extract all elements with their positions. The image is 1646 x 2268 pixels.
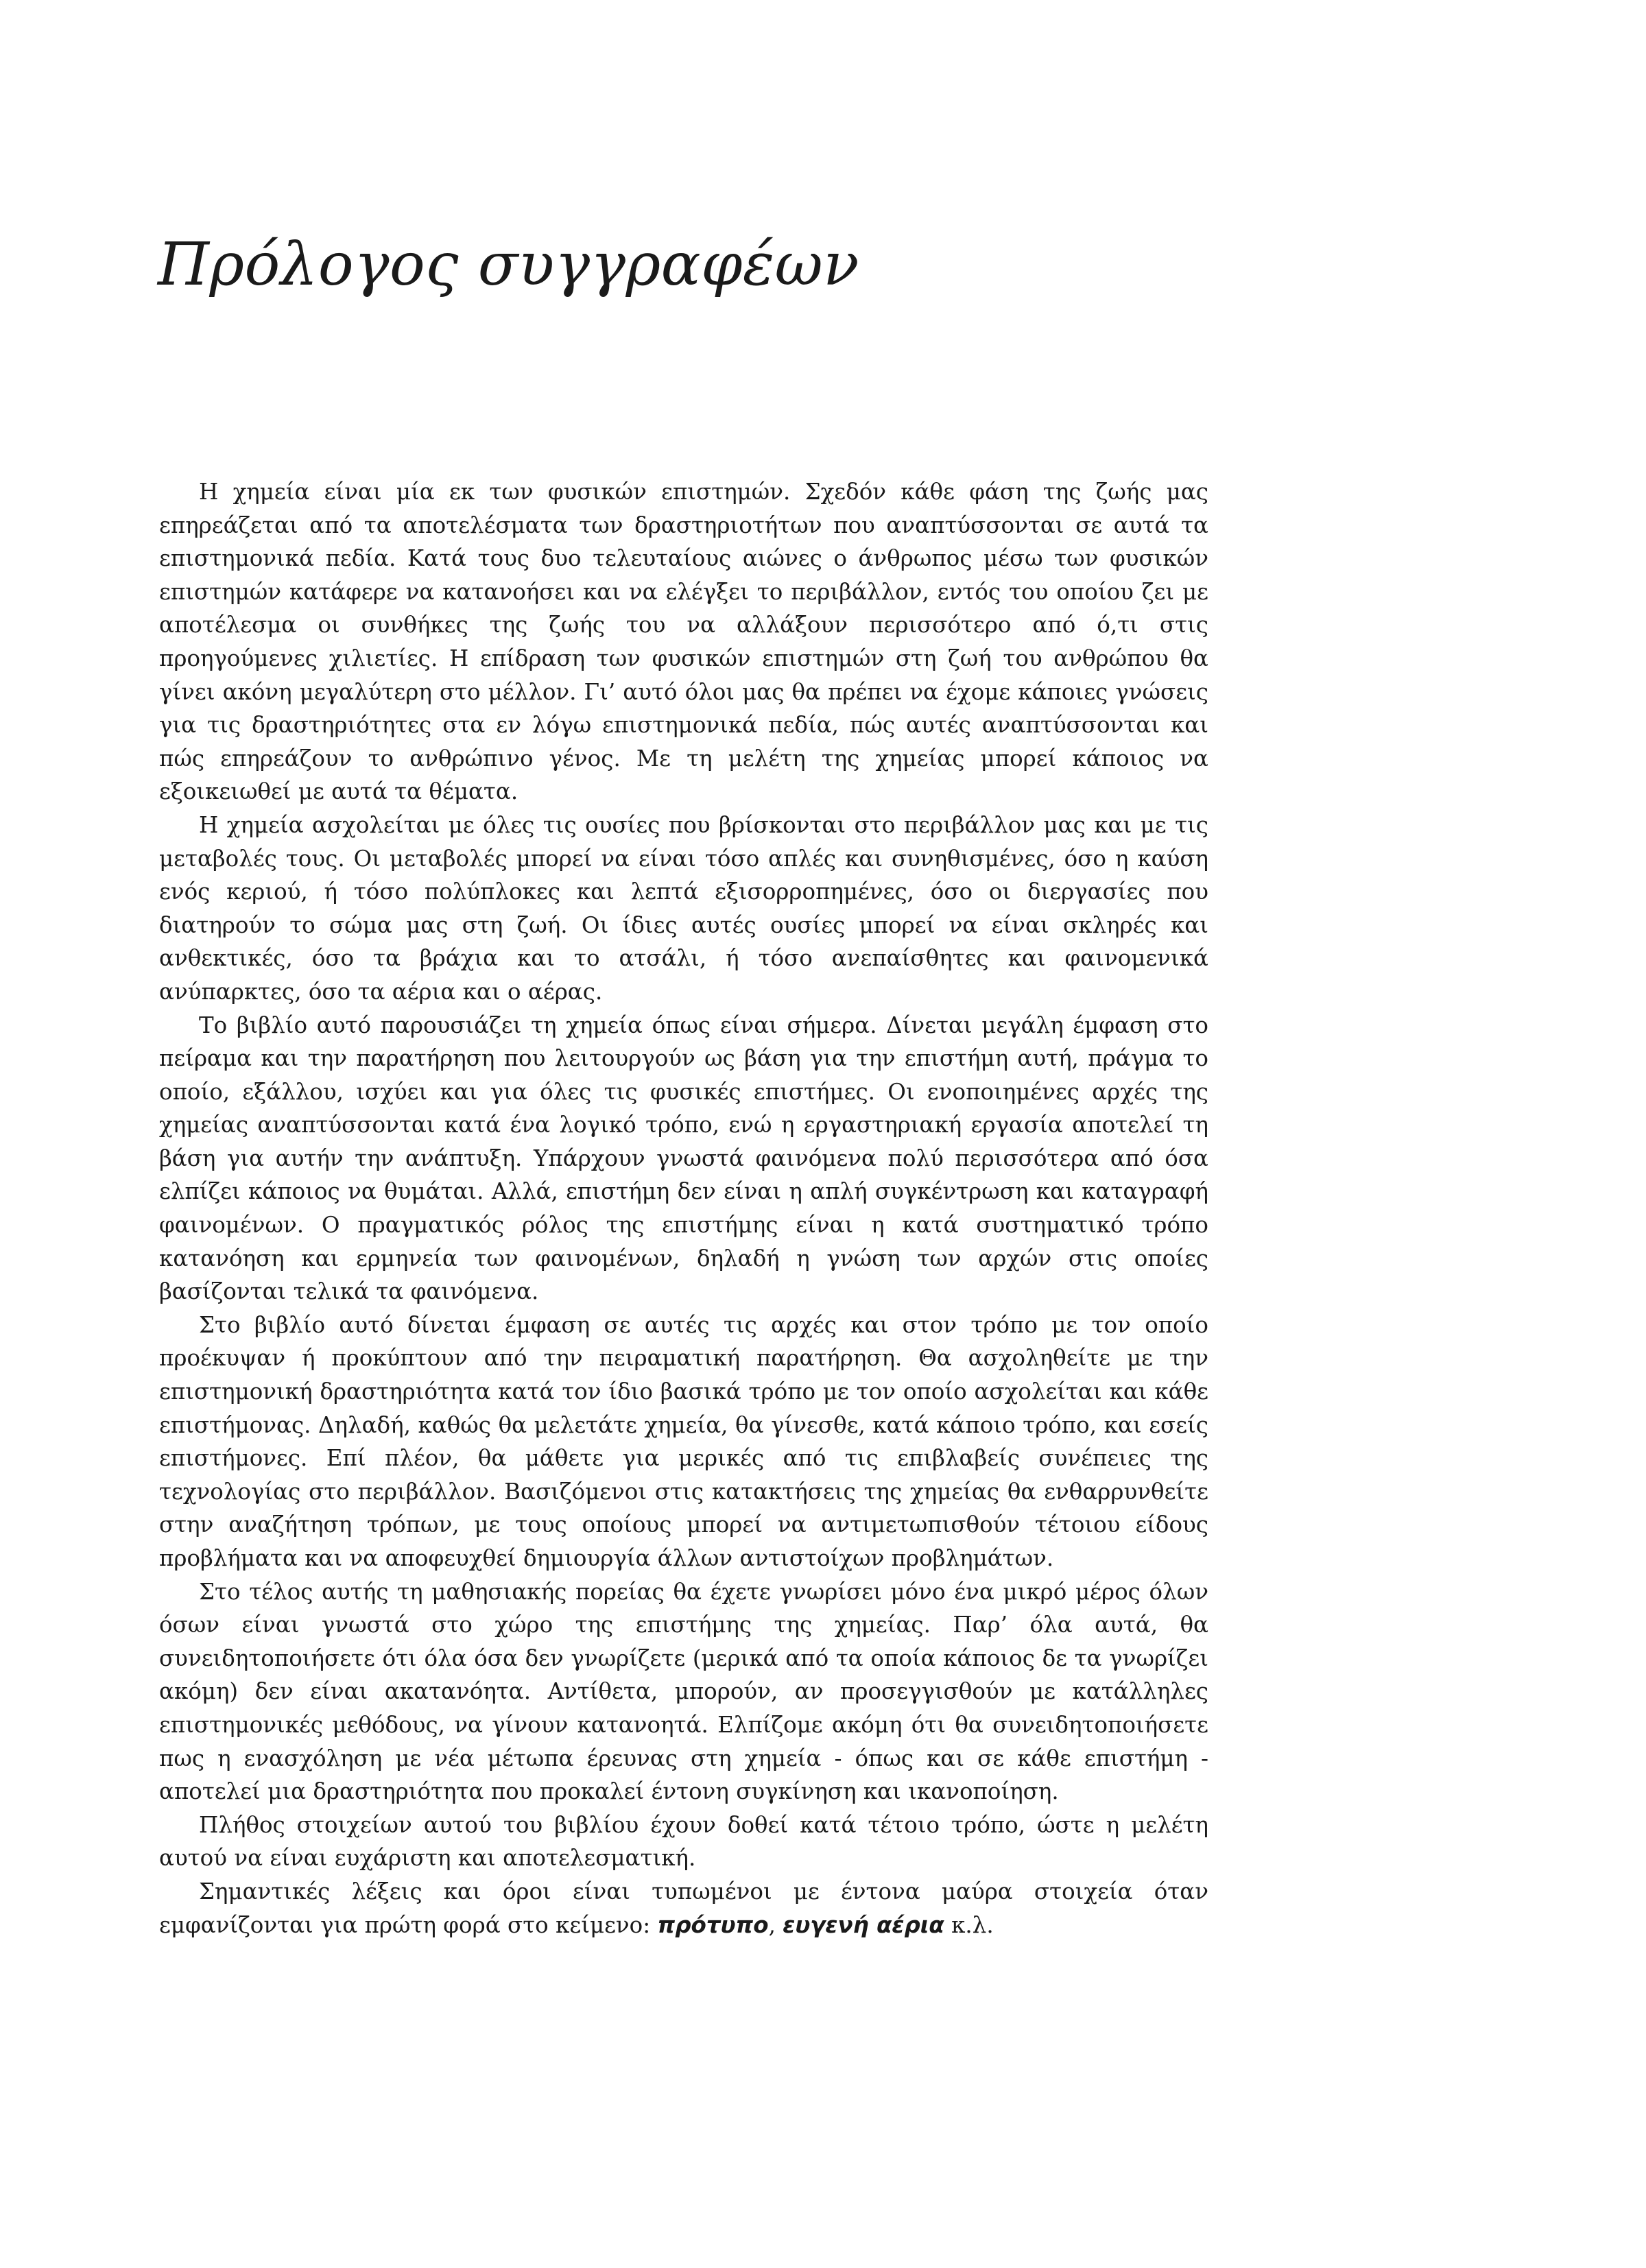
key-term: πρότυπο — [657, 1911, 769, 1938]
key-terms-intro: Σημαντικές λέξεις και όροι είναι τυπωμένοι με έντονα μαύρα στοιχεία όταν εμφανίζονται για πρώτη φορά στο κείμενο: — [159, 1878, 1208, 1938]
preface-body — [159, 475, 1208, 1942]
page-title: Πρόλογος συγγραφέων — [158, 230, 859, 299]
paragraph-key-terms — [159, 1875, 1208, 1942]
paragraph: Στο τέλος αυτής τη μαθησιακής πορείας θα έχετε γνωρίσει μόνο ένα μικρό μέρος όλων όσων είναι γνωστά στο χώρο της επιστήμης της χημείας. Παρ’ όλα αυτά, θα συνειδητοποιήσετε ότι όλα όσα δεν γνωρίζετε (μερικά από τα οποία κάποιος δε τα γνωρίζει ακόμη) δεν είναι ακατανόητα. Αντίθετα, μπορούν, αν προσεγγισθούν με κατάλληλες επιστημονικές μεθόδους, να γίνουν κατανοητά. Ελπίζομε ακόμη ότι θα συνειδητοποιήσετε πως η ενασχόληση με νέα μέτωπα έρευνας στη χημεία - όπως και σε κάθε επιστήμη - αποτελεί μια δραστηριότητα που προκαλεί έντονη συγκίνηση και ικανοποίηση. — [159, 1578, 1208, 1805]
key-terms-suffix: κ.λ. — [944, 1911, 994, 1938]
paragraph: Το βιβλίο αυτό παρουσιάζει τη χημεία όπως είναι σήμερα. Δίνεται μεγάλη έμφαση στο πείραμα και την παρατήρηση που λειτουργούν ως βάση για την επιστήμη αυτή, πράγμα το οποίο, εξάλλου, ισχύει και για όλες τις φυσικές επιστήμες. Οι ενοποιημένες αρχές της χημείας αναπτύσσονται κατά ένα λογικό τρόπο, ενώ η εργαστηριακή εργασία αποτελεί τη βάση για αυτήν την ανάπτυξη. Υπάρχουν γνωστά φαινόμενα πολύ περισσότερα από όσα ελπίζει κάποιος να θυμάται. Αλλά, επιστήμη δεν είναι η απλή συγκέντρωση και καταγραφή φαινομένων. Ο πραγματικός ρόλος της επιστήμης είναι η κατά συστηματικό τρόπο κατανόηση και ερμηνεία των φαινομένων, δηλαδή η γνώση των αρχών στις οποίες βασίζονται τελικά τα φαινόμενα. — [159, 1012, 1208, 1305]
paragraph: Η χημεία είναι μία εκ των φυσικών επιστημών. Σχεδόν κάθε φάση της ζωής μας επηρεάζεται από τα αποτελέσματα των δραστηριοτήτων που αναπτύσσονται σε αυτά τα επιστημονικά πεδία. Κατά τους δυο τελευταίους αιώνες ο άνθρωπος μέσω των φυσικών επιστημών κατάφερε να κατανοήσει και να ελέγξει το περιβάλλον, εντός του οποίου ζει με αποτέλεσμα οι συνθήκες της ζωής του να αλλάξουν περισσότερο από ό,τι στις προηγούμενες χιλιετίες. Η επίδραση των φυσικών επιστημών στη ζωή του ανθρώπου θα γίνει ακόνη μεγαλύτερη στο μέλλον. Γι’ αυτό όλοι μας θα πρέπει να έχομε κάποιες γνώσεις για τις δραστηριότητες στα εν λόγω επιστημονικά πεδία, πώς αυτές αναπτύσσονται και πώς επηρεάζουν το ανθρώπινο γένος. Με τη μελέτη της χημείας μπορεί κάποιος να εξοικειωθεί με αυτά τα θέματα. — [159, 479, 1208, 805]
paragraph: Η χημεία ασχολείται με όλες τις ουσίες που βρίσκονται στο περιβάλλον μας και με τις μεταβολές τους. Οι μεταβολές μπορεί να είναι τόσο απλές και συνηθισμένες, όσο η καύση ενός κεριού, ή τόσο πολύπλοκες και λεπτά εξισορροπημένες, όσο οι διεργασίες που διατηρούν το σώμα μας στη ζωή. Οι ίδιες αυτές ουσίες μπορεί να είναι σκληρές και ανθεκτικές, όσο τα βράχια και το ατσάλι, ή τόσο ανεπαίσθητες και φαινομενικά ανύπαρκτες, όσο τα αέρια και ο αέρας. — [159, 811, 1208, 1005]
paragraph: Στο βιβλίο αυτό δίνεται έμφαση σε αυτές τις αρχές και στον τρόπο με τον οποίο προέκυψαν ή προκύπτουν από την πειραματική παρατήρηση. Θα ασχοληθείτε με την επιστημονική δραστηριότητα κατά τον ίδιο βασικά τρόπο με τον οποίο ασχολείται και κάθε επιστήμονας. Δηλαδή, καθώς θα μελετάτε χημεία, θα γίνεσθε, κατά κάποιο τρόπο, και εσείς επιστήμονες. Επί πλέον, θα μάθετε για μερικές από τις επιβλαβείς συνέπειες της τεχνολογίας στο περιβάλλον. Βασιζόμενοι στις κατακτήσεις της χημείας θα ενθαρρυνθείτε στην αναζήτηση τρόπων, με τους οποίους μπορεί να αντιμετωπισθούν τέτοιου είδους προβλήματα και να αποφευχθεί δημιουργία άλλων αντιστοίχων προβλημάτων. — [159, 1311, 1208, 1571]
term-separator: , — [768, 1911, 783, 1938]
key-term: ευγενή αέρια — [783, 1911, 944, 1938]
paragraph: Πλήθος στοιχείων αυτού του βιβλίου έχουν δοθεί κατά τέτοιο τρόπο, ώστε η μελέτη αυτού να είναι ευχάριστη και αποτελεσματική. — [159, 1811, 1208, 1872]
